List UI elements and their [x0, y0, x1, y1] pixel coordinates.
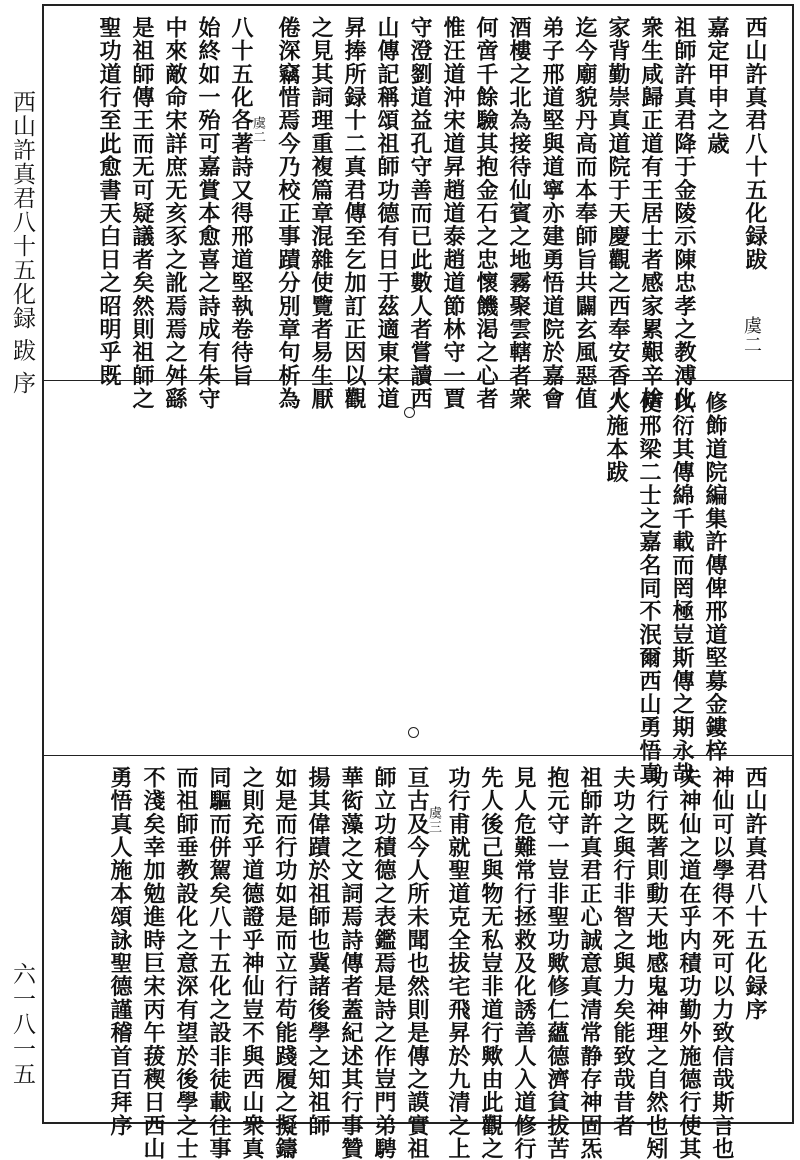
top-line: 家背勤崇真道院于天慶觀之西奉安香火 — [605, 16, 631, 411]
middle-panel — [44, 381, 792, 786]
bottom-panel — [44, 756, 792, 1160]
bottom-heading: 西山許真君八十五化録序 — [742, 766, 768, 1022]
bottom-line: 勇悟真人施本頌詠聖德謹稽首百拜序 — [107, 766, 133, 1138]
bottom-line: 而祖師垂教設化之意深有望於後學之士 — [173, 766, 199, 1160]
top-line: 祖師許真君降于金陵示陳忠孝之教溥化 — [671, 16, 697, 411]
bottom-line: 功行既著則動天地感鬼神理之自然也矧 — [643, 766, 669, 1160]
top-code: 虞二 — [741, 316, 762, 354]
top-line: 始終如一殆可嘉賞本愈喜之詩成有朱守 — [195, 16, 221, 411]
bottom-line: 神仙可以學得不死可以力致信哉斯言也 — [709, 766, 735, 1160]
middle-line: 修飾道院編集許傳俾邢道堅募金鏤梓 — [702, 391, 728, 763]
bottom-line: 亘古及今人所未聞也然則是傳之謨實祖 — [404, 766, 430, 1160]
top-panel — [44, 6, 792, 411]
top-line: 迄今廟貌丹高而本奉師旨共闢玄風惡值 — [572, 16, 598, 411]
bottom-line: 之則充乎道德證乎神仙豈不與西山衆真 — [239, 766, 265, 1160]
bottom-line: 祖師許真君正心誠意真清常静存神固炁 — [577, 766, 603, 1160]
top-line: 惟汪道沖宋道昇趙道泰趙道節林守一賈 — [440, 16, 466, 411]
top-line: 中來敵命宋詳庶无亥豕之訛焉焉之舛繇 — [162, 16, 188, 411]
top-line: 弟子邢道堅與道寧亦建勇悟道院於嘉會 — [539, 16, 565, 411]
top-line: 是祖師傳王而无可疑議者矣然則祖師之 — [129, 16, 155, 411]
top-line: 山傳記稱頌祖師功德有日于茲適東宋道 — [374, 16, 400, 411]
page-frame — [42, 4, 794, 1160]
top-line: 昇捧所録十二真君傳至乞加訂正因以觀 — [341, 16, 367, 411]
top-line: 守澄劉道益孔守善而已此數人者嘗讀西 — [407, 16, 433, 411]
bottom-line: 不淺矣幸加勉進時巨宋丙午菝稧日西山 — [140, 766, 166, 1160]
bottom-line: 抱元守一豈非聖功歟修仁蘊德濟貧拔苦 — [544, 766, 570, 1160]
top-line: 之見其詞理重複篇章混雜使覽者易生厭 — [308, 16, 334, 411]
middle-line: 以衍其傳綿千載而罔極豈斯傳之期永哉 — [669, 391, 695, 786]
top-line: 倦深竊惜焉今乃校正事蹟分別章句析為 — [275, 16, 301, 411]
middle-line: 人施本跋 — [603, 391, 629, 484]
top-line: 聖功道行至此愈書天白日之昭明乎既 — [96, 16, 122, 388]
running-title: 西山許真君八十五化録 跋 序 — [9, 90, 35, 395]
top-line: 衆生咸歸正道有王居士者感家累艱辛捨 — [638, 16, 664, 411]
bottom-line: 夫功之與行非智之與力矣能致哉昔者 — [610, 766, 636, 1138]
top-line: 嘉定甲申之歳 — [704, 16, 730, 156]
bottom-line: 夫神仙之道在乎内積功勤外施德行使其 — [676, 766, 702, 1160]
top-line: 八十五化各著詩又得邢道堅執卷待旨 — [228, 16, 254, 388]
top-marginal-note: 虞二 — [250, 116, 265, 145]
bottom-line: 華衒藻之文詞焉詩傳者蓋紀述其行事贊 — [338, 766, 364, 1160]
page-margin — [0, 90, 42, 1130]
bottom-line: 如是而行功如是而立行苟能踐履之擬鑄 — [272, 766, 298, 1160]
bottom-line: 同驅而併駕矣八十五化之設非徒載往事 — [206, 766, 232, 1160]
top-line: 何啻千餘驗其抱金石之忠懷饑渇之心者 — [473, 16, 499, 411]
middle-line: 使邢梁二士之嘉名同不泯爾西山勇悟真 — [636, 391, 662, 786]
page-number: 六一八一五 — [9, 962, 35, 1087]
section-circle-mark — [404, 407, 415, 418]
bottom-line: 功行甫就聖道克全拔宅飛昇於九清之上 — [445, 766, 471, 1160]
bottom-marginal-note: 虞三 — [426, 806, 441, 835]
top-line: 酒樓之北為接待仙賓之地霧聚雲轄者衆 — [506, 16, 532, 411]
bottom-line: 揚其偉蹟於祖師也冀諸後學之知祖師 — [305, 766, 331, 1138]
top-heading: 西山許真君八十五化録跋 — [742, 16, 768, 272]
bottom-line: 見人危難常行拯救及化誘善人入道修行 — [511, 766, 537, 1160]
section-circle-mark — [408, 727, 419, 738]
bottom-line: 師立功積德之表鑑焉是詩之作豈門弟騁 — [371, 766, 397, 1160]
bottom-line: 先人後己與物无私豈非道行歟由此觀之 — [478, 766, 504, 1160]
